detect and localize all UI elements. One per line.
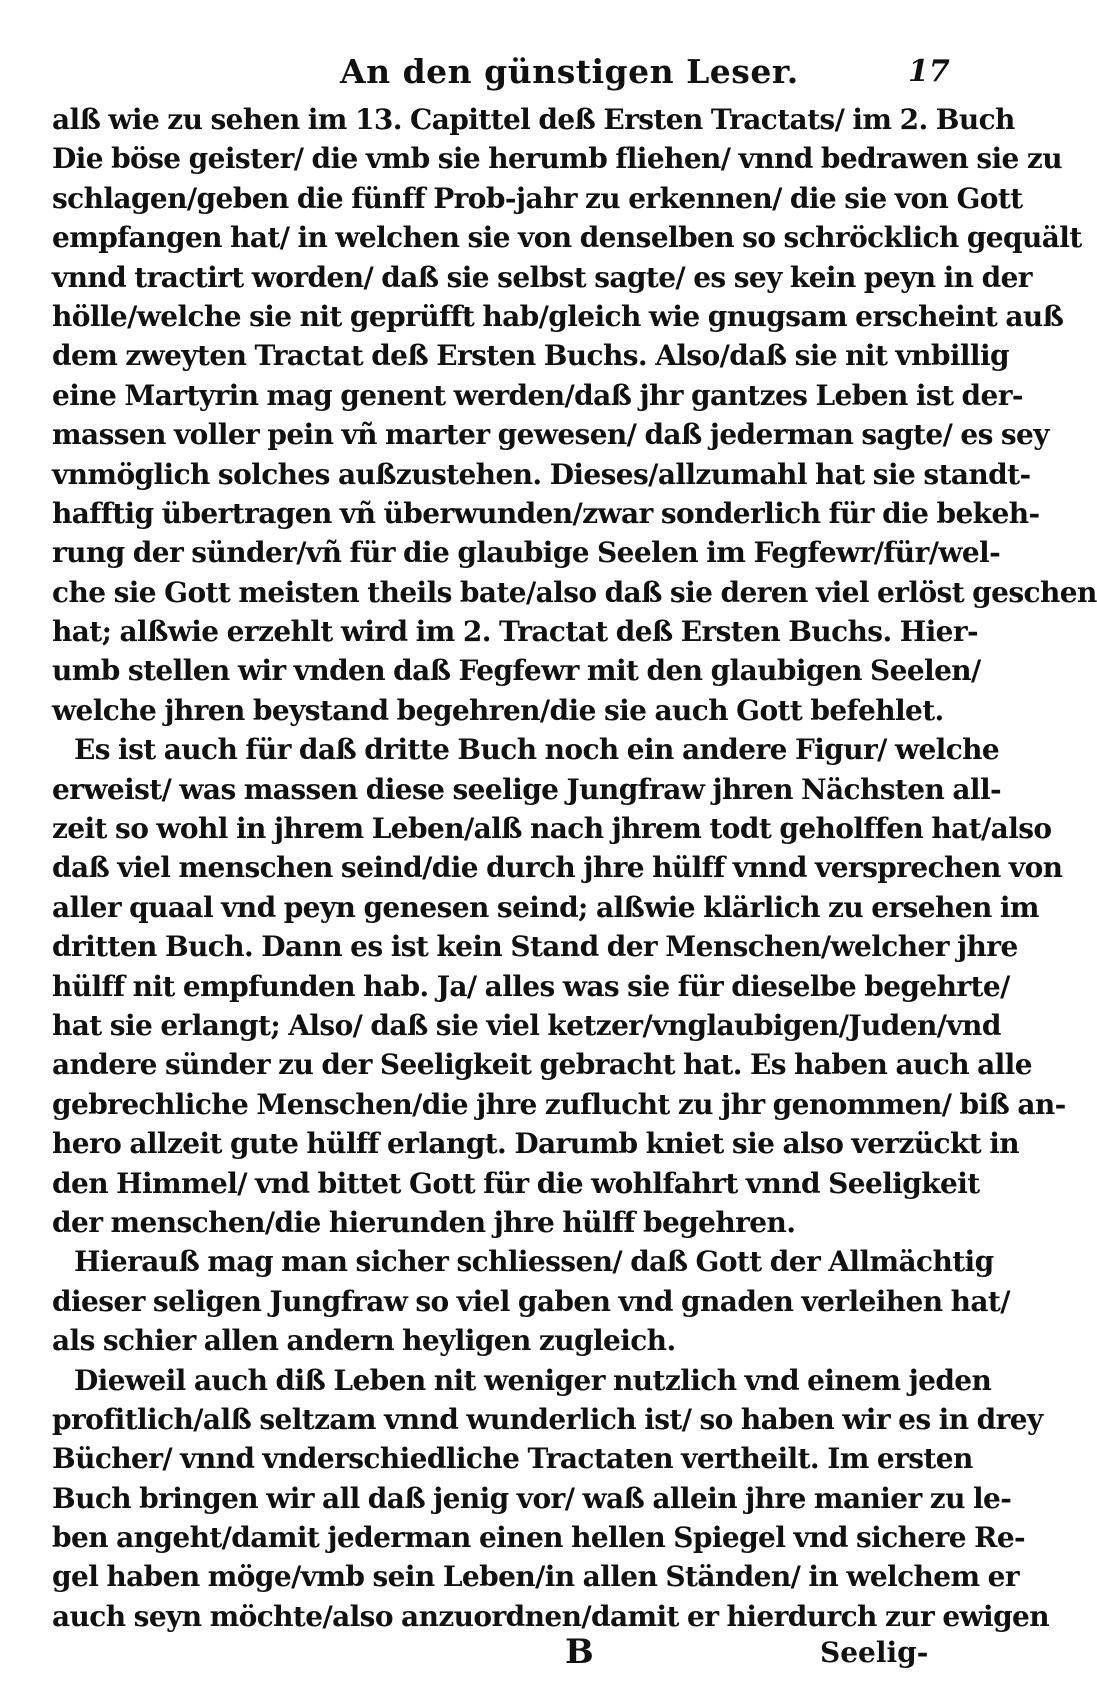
text-line: empfangen hat/ in welchen sie von denselben so schröcklich gequält [52,221,1082,255]
text-line: hafftig übertragen vñ überwunden/zwar sonderlich für die bekeh- [52,496,1040,530]
running-title: An den günstigen Leser. [340,52,799,91]
text-line: hat; alßwie erzehlt wird im 2. Tractat deß Ersten Buchs. Hier- [52,615,979,649]
text-line: che sie Gott meisten theils bate/also daß sie deren viel erlöst geschen [52,575,1097,609]
text-line: dieser seligen Jungfraw so viel gaben vnd gnaden verleihen hat/ [52,1284,1010,1318]
text-line: Bücher/ vnnd vnderschiedliche Tractaten vertheilt. Im ersten [52,1442,973,1476]
text-line: vnmöglich solches außzustehen. Dieses/allzumahl hat sie standt- [52,457,1031,491]
running-head [0,52,1000,102]
text-line: profitlich/alß seltzam vnnd wunderlich ist/ so haben wir es in drey [52,1402,1043,1436]
text-line: hölle/welche sie nit geprüfft hab/gleich wie gnugsam erscheint auß [52,299,1064,333]
text-line: dritten Buch. Dann es ist kein Stand der Menschen/welcher jhre [52,930,1018,964]
text-line: ben angeht/damit jederman einen hellen Spiegel vnd sichere Re- [52,1521,1026,1555]
body-text [52,100,1097,1636]
text-line: auch seyn möchte/also anzuordnen/damit er hierdurch zur ewigen [52,1599,1050,1633]
text-line: dem zweyten Tractat deß Ersten Buchs. Also/daß sie nit vnbillig [52,339,1009,373]
text-line: vnnd tractirt worden/ daß sie selbst sagte/ es sey kein peyn in der [52,260,1032,294]
text-line: erweist/ was massen diese seelige Jungfraw jhren Nächsten all- [52,772,1002,806]
text-line: aller quaal vnd peyn genesen seind; alßwie klärlich zu ersehen im [52,890,1039,924]
paragraph-start-line: Hierauß mag man sicher schliessen/ daß Gott der Allmächtig [74,1245,994,1279]
text-line: gel haben möge/vmb sein Leben/in allen Ständen/ in welchem er [52,1560,1020,1594]
text-line: zeit so wohl in jhrem Leben/alß nach jhrem todt geholffen hat/also [52,812,1052,846]
text-line: Buch bringen wir all daß jenig vor/ waß allein jhre manier zu le- [52,1481,1012,1515]
text-line: hülff nit empfunden hab. Ja/ alles was sie für dieselbe begehrte/ [52,969,1010,1003]
text-line: massen voller pein vñ marter gewesen/ daß jederman sagte/ es sey [52,418,1049,452]
paragraph-start-line: Es ist auch für daß dritte Buch noch ein andere Figur/ welche [74,733,1000,767]
text-line: daß viel menschen seind/die durch jhre hülff vnnd versprechen von [52,851,1063,885]
paragraph-start-line: Dieweil auch diß Leben nit weniger nutzlich vnd einem jeden [74,1363,992,1397]
page-footer [0,1632,1000,1682]
text-line: der menschen/die hierunden jhre hülff begehren. [52,1205,796,1239]
text-line: rung der sünder/vñ für die glaubige Seelen im Fegfewr/für/wel- [52,536,1001,570]
text-line: welche jhren beystand begehren/die sie auch Gott befehlet. [52,693,944,727]
text-line: gebrechliche Menschen/die jhre zuflucht zu jhr genommen/ biß an- [52,1087,1066,1121]
text-line: alß wie zu sehen im 13. Capittel deß Ersten Tractats/ im 2. Buch [52,103,1015,136]
text-line: eine Martyrin mag genent werden/daß jhr gantzes Leben ist der- [52,378,1023,412]
text-line: als schier allen andern heyligen zugleich. [52,1324,676,1358]
signature-mark: B [565,1632,594,1672]
catchword: Seelig- [820,1636,929,1669]
text-line: hat sie erlangt; Also/ daß sie viel ketzer/vnglaubigen/Juden/vnd [52,1008,1001,1042]
text-line: den Himmel/ vnd bittet Gott für die wohlfahrt vnnd Seeligkeit [52,1166,980,1200]
text-line: umb stellen wir vnden daß Fegfewr mit den glaubigen Seelen/ [52,654,981,688]
text-line: schlagen/geben die fünff Prob-jahr zu erkennen/ die sie von Gott [52,181,1023,215]
text-line: hero allzeit gute hülff erlangt. Darumb kniet sie also verzückt in [52,1127,1020,1161]
page-number: 17 [908,54,950,89]
text-line: Die böse geister/ die vmb sie herumb fliehen/ vnnd bedrawen sie zu [52,142,1062,176]
text-line: andere sünder zu der Seeligkeit gebracht hat. Es haben auch alle [52,1048,1032,1082]
